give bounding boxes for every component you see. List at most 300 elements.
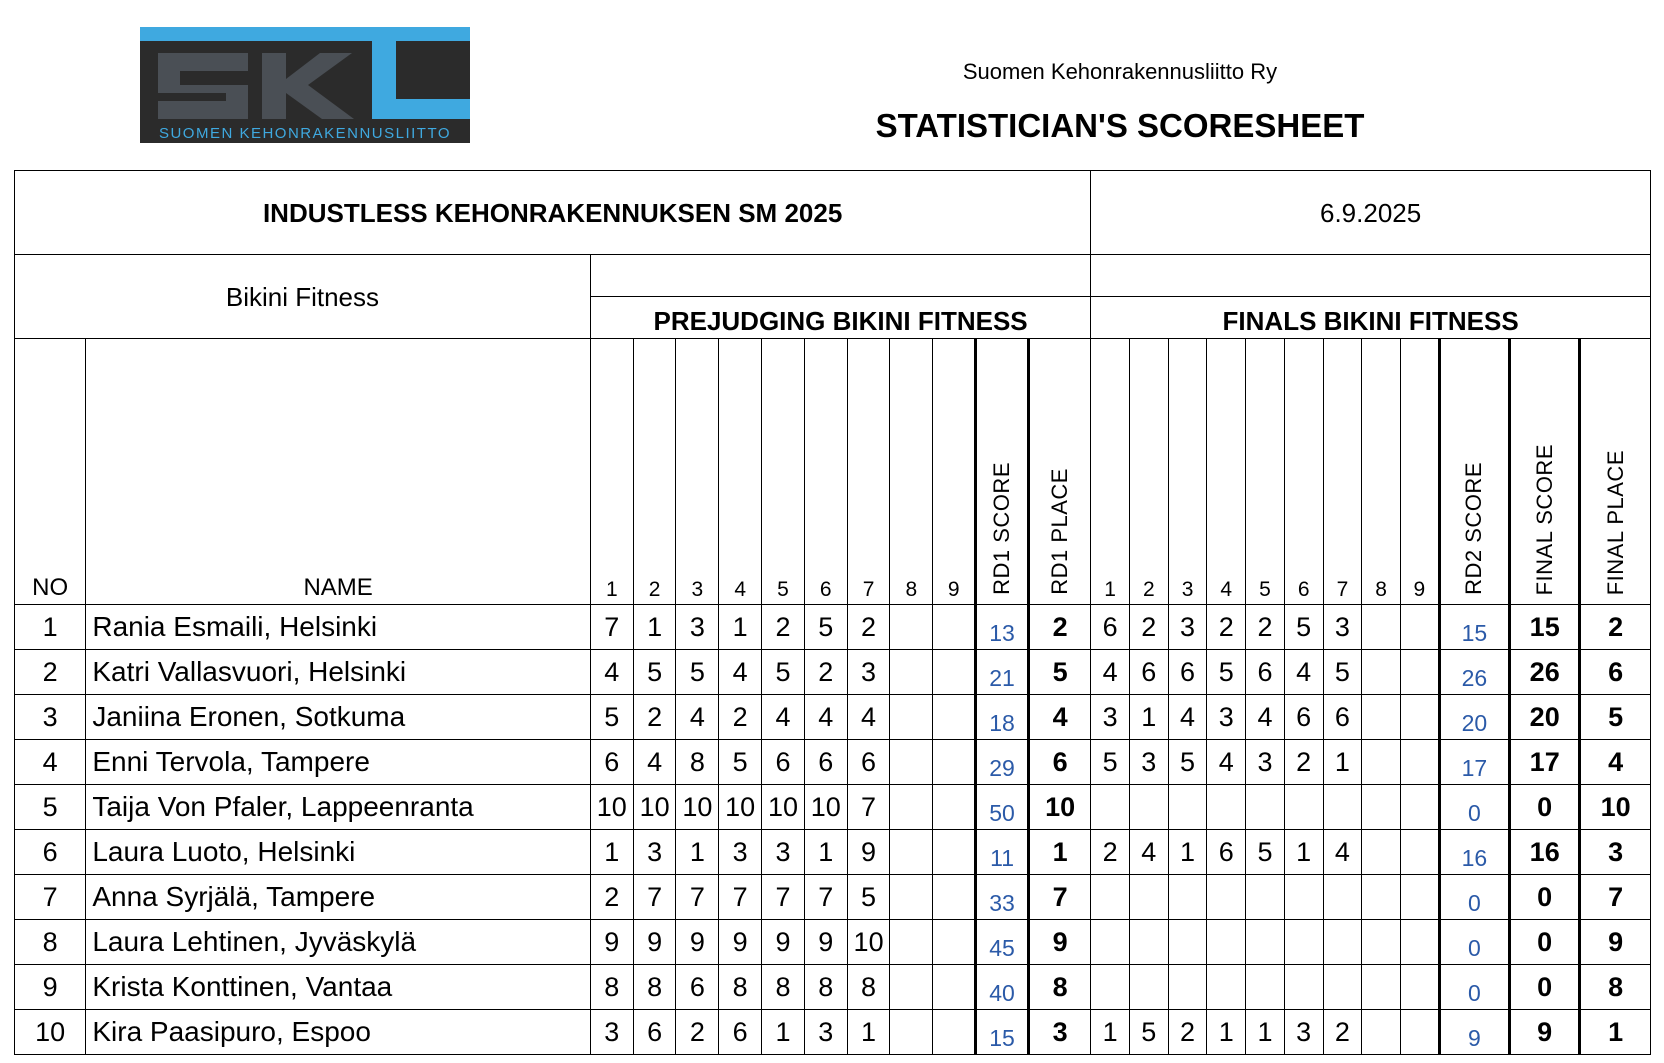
finals-judge-5-placing: 3 — [1246, 740, 1285, 785]
rd1-place: 1 — [1029, 830, 1091, 875]
finals-judge-6-placing — [1284, 965, 1323, 1010]
finals-judge-2-placing: 6 — [1129, 650, 1168, 695]
competition-date: 6.9.2025 — [1091, 171, 1651, 255]
finals-judge-7-placing: 2 — [1323, 1010, 1362, 1055]
prejudging-judge-2-placing: 3 — [633, 830, 676, 875]
prejudging-judge-8-placing — [890, 1010, 933, 1055]
rd1-score: 50 — [976, 785, 1029, 830]
final-place: 9 — [1580, 920, 1651, 965]
prejudging-judge-6-placing: 9 — [804, 920, 847, 965]
rd2-score: 26 — [1439, 650, 1509, 695]
prejudging-judge-7-placing: 4 — [847, 695, 890, 740]
prejudging-judge-2-placing: 4 — [633, 740, 676, 785]
finals-judge-9-placing — [1400, 965, 1439, 1010]
finals-judge-1-placing: 5 — [1091, 740, 1130, 785]
finals-judge-2-placing — [1129, 965, 1168, 1010]
no-column-header: NO — [15, 339, 86, 605]
rd1-score-header-label: RD1 SCORE — [989, 462, 1015, 595]
final-score-header-label: FINAL SCORE — [1531, 443, 1557, 595]
prejudging-judge-5-placing: 6 — [762, 740, 805, 785]
table-row — [15, 875, 1651, 920]
prejudging-judge-6-placing: 10 — [804, 785, 847, 830]
finals-judge-5-placing — [1246, 785, 1285, 830]
prejudging-judge-7-placing: 6 — [847, 740, 890, 785]
pre-judge-8-header: 8 — [890, 339, 933, 605]
competitor-name: Taija Von Pfaler, Lappeenranta — [86, 785, 591, 830]
rd1-score: 45 — [976, 920, 1029, 965]
final-score: 0 — [1510, 920, 1580, 965]
finals-judge-8-placing — [1362, 965, 1401, 1010]
finals-judge-4-placing: 5 — [1207, 650, 1246, 695]
fin-judge-4-header: 4 — [1207, 339, 1246, 605]
finals-judge-5-placing — [1246, 875, 1285, 920]
finals-judge-8-placing — [1362, 650, 1401, 695]
rd1-score: 15 — [976, 1010, 1029, 1055]
final-score-header — [1510, 339, 1580, 605]
finals-judge-1-placing — [1091, 785, 1130, 830]
prejudging-judge-5-placing: 7 — [762, 875, 805, 920]
prejudging-judge-7-placing: 3 — [847, 650, 890, 695]
fin-judge-1-header: 1 — [1091, 339, 1130, 605]
final-place: 2 — [1580, 605, 1651, 650]
prejudging-judge-3-placing: 7 — [676, 875, 719, 920]
scoresheet-table — [14, 170, 1651, 1055]
skl-logo — [140, 27, 470, 143]
finals-judge-3-placing: 1 — [1168, 830, 1207, 875]
finals-judge-1-placing: 2 — [1091, 830, 1130, 875]
prejudging-judge-5-placing: 9 — [762, 920, 805, 965]
prejudging-judge-3-placing: 6 — [676, 965, 719, 1010]
row-number: 1 — [15, 605, 86, 650]
prejudging-judge-3-placing: 5 — [676, 650, 719, 695]
table-row — [15, 920, 1651, 965]
finals-judge-3-placing — [1168, 875, 1207, 920]
final-score: 15 — [1510, 605, 1580, 650]
finals-judge-6-placing — [1284, 875, 1323, 920]
final-score: 0 — [1510, 875, 1580, 920]
prejudging-judge-3-placing: 3 — [676, 605, 719, 650]
prejudging-blank-cell — [590, 255, 1090, 297]
finals-judge-9-placing — [1400, 1010, 1439, 1055]
rd1-score: 40 — [976, 965, 1029, 1010]
finals-judge-4-placing — [1207, 965, 1246, 1010]
final-score: 17 — [1510, 740, 1580, 785]
prejudging-judge-5-placing: 2 — [762, 605, 805, 650]
competitor-name: Laura Luoto, Helsinki — [86, 830, 591, 875]
rd1-place: 3 — [1029, 1010, 1091, 1055]
prejudging-judge-8-placing — [890, 920, 933, 965]
prejudging-judge-5-placing: 5 — [762, 650, 805, 695]
finals-judge-4-placing: 1 — [1207, 1010, 1246, 1055]
finals-judge-3-placing — [1168, 920, 1207, 965]
prejudging-judge-1-placing: 10 — [590, 785, 633, 830]
competitor-name: Enni Tervola, Tampere — [86, 740, 591, 785]
finals-judge-4-placing — [1207, 875, 1246, 920]
fin-judge-6-header: 6 — [1284, 339, 1323, 605]
competitor-name: Kira Paasipuro, Espoo — [86, 1010, 591, 1055]
prejudging-judge-8-placing — [890, 650, 933, 695]
prejudging-judge-7-placing: 2 — [847, 605, 890, 650]
finals-judge-6-placing: 2 — [1284, 740, 1323, 785]
finals-judge-4-placing: 2 — [1207, 605, 1246, 650]
final-place: 6 — [1580, 650, 1651, 695]
prejudging-judge-2-placing: 5 — [633, 650, 676, 695]
prejudging-judge-4-placing: 8 — [719, 965, 762, 1010]
table-row — [15, 830, 1651, 875]
rd1-score-header — [976, 339, 1029, 605]
logo-subtext: SUOMEN KEHONRAKENNUSLIITTO — [158, 125, 452, 142]
competitor-name: Anna Syrjälä, Tampere — [86, 875, 591, 920]
final-place: 8 — [1580, 965, 1651, 1010]
prejudging-judge-7-placing: 8 — [847, 965, 890, 1010]
finals-judge-2-placing: 3 — [1129, 740, 1168, 785]
finals-judge-7-placing — [1323, 920, 1362, 965]
prejudging-judge-9-placing — [933, 785, 976, 830]
finals-judge-6-placing: 6 — [1284, 695, 1323, 740]
pre-judge-9-header: 9 — [933, 339, 976, 605]
rd1-place: 2 — [1029, 605, 1091, 650]
prejudging-judge-8-placing — [890, 875, 933, 920]
finals-judge-6-placing: 5 — [1284, 605, 1323, 650]
prejudging-judge-4-placing: 9 — [719, 920, 762, 965]
fin-judge-7-header: 7 — [1323, 339, 1362, 605]
rd2-score: 0 — [1439, 785, 1509, 830]
finals-section-label: FINALS BIKINI FITNESS — [1091, 297, 1651, 339]
finals-judge-2-placing: 1 — [1129, 695, 1168, 740]
finals-judge-1-placing — [1091, 875, 1130, 920]
final-place: 3 — [1580, 830, 1651, 875]
document-title: STATISTICIAN'S SCORESHEET — [875, 107, 1365, 144]
prejudging-judge-7-placing: 5 — [847, 875, 890, 920]
final-score: 16 — [1510, 830, 1580, 875]
prejudging-judge-2-placing: 1 — [633, 605, 676, 650]
prejudging-judge-1-placing: 7 — [590, 605, 633, 650]
prejudging-judge-6-placing: 1 — [804, 830, 847, 875]
finals-judge-4-placing: 6 — [1207, 830, 1246, 875]
finals-judge-8-placing — [1362, 875, 1401, 920]
prejudging-judge-8-placing — [890, 785, 933, 830]
table-row — [15, 695, 1651, 740]
finals-judge-6-placing — [1284, 785, 1323, 830]
table-row — [15, 965, 1651, 1010]
finals-judge-6-placing — [1284, 920, 1323, 965]
final-place: 7 — [1580, 875, 1651, 920]
table-row — [15, 650, 1651, 695]
prejudging-judge-9-placing — [933, 920, 976, 965]
finals-judge-5-placing: 6 — [1246, 650, 1285, 695]
prejudging-judge-4-placing: 2 — [719, 695, 762, 740]
prejudging-judge-8-placing — [890, 965, 933, 1010]
row-number: 9 — [15, 965, 86, 1010]
finals-judge-9-placing — [1400, 830, 1439, 875]
final-place: 5 — [1580, 695, 1651, 740]
row-number: 2 — [15, 650, 86, 695]
prejudging-judge-5-placing: 3 — [762, 830, 805, 875]
finals-judge-8-placing — [1362, 605, 1401, 650]
finals-judge-2-placing: 4 — [1129, 830, 1168, 875]
prejudging-judge-1-placing: 4 — [590, 650, 633, 695]
finals-judge-3-placing: 6 — [1168, 650, 1207, 695]
prejudging-judge-6-placing: 6 — [804, 740, 847, 785]
competitor-name: Rania Esmaili, Helsinki — [86, 605, 591, 650]
prejudging-judge-6-placing: 7 — [804, 875, 847, 920]
prejudging-judge-4-placing: 4 — [719, 650, 762, 695]
finals-judge-1-placing — [1091, 965, 1130, 1010]
row-number: 8 — [15, 920, 86, 965]
pre-judge-6-header: 6 — [804, 339, 847, 605]
pre-judge-7-header: 7 — [847, 339, 890, 605]
finals-judge-2-placing: 2 — [1129, 605, 1168, 650]
prejudging-judge-3-placing: 2 — [676, 1010, 719, 1055]
prejudging-judge-2-placing: 10 — [633, 785, 676, 830]
finals-judge-2-placing — [1129, 875, 1168, 920]
prejudging-judge-4-placing: 3 — [719, 830, 762, 875]
finals-judge-3-placing: 3 — [1168, 605, 1207, 650]
rd1-score: 18 — [976, 695, 1029, 740]
rd2-score: 0 — [1439, 965, 1509, 1010]
finals-judge-2-placing: 5 — [1129, 1010, 1168, 1055]
pre-judge-4-header: 4 — [719, 339, 762, 605]
rd2-score-header — [1439, 339, 1509, 605]
row-number: 10 — [15, 1010, 86, 1055]
row-number: 7 — [15, 875, 86, 920]
prejudging-judge-1-placing: 9 — [590, 920, 633, 965]
category-name: Bikini Fitness — [15, 255, 591, 339]
pre-judge-3-header: 3 — [676, 339, 719, 605]
prejudging-judge-3-placing: 10 — [676, 785, 719, 830]
prejudging-judge-4-placing: 6 — [719, 1010, 762, 1055]
prejudging-judge-4-placing: 1 — [719, 605, 762, 650]
finals-judge-8-placing — [1362, 740, 1401, 785]
finals-judge-9-placing — [1400, 650, 1439, 695]
finals-judge-7-placing — [1323, 875, 1362, 920]
prejudging-judge-6-placing: 3 — [804, 1010, 847, 1055]
finals-judge-9-placing — [1400, 920, 1439, 965]
rd1-place-header-label: RD1 PLACE — [1047, 468, 1073, 595]
finals-judge-6-placing: 3 — [1284, 1010, 1323, 1055]
prejudging-judge-9-placing — [933, 740, 976, 785]
final-score: 0 — [1510, 785, 1580, 830]
finals-judge-4-placing: 3 — [1207, 695, 1246, 740]
finals-judge-6-placing: 1 — [1284, 830, 1323, 875]
finals-judge-9-placing — [1400, 785, 1439, 830]
prejudging-judge-6-placing: 4 — [804, 695, 847, 740]
fin-judge-3-header: 3 — [1168, 339, 1207, 605]
finals-judge-8-placing — [1362, 1010, 1401, 1055]
rd2-score: 15 — [1439, 605, 1509, 650]
finals-judge-8-placing — [1362, 830, 1401, 875]
finals-judge-6-placing: 4 — [1284, 650, 1323, 695]
row-number: 3 — [15, 695, 86, 740]
prejudging-judge-2-placing: 2 — [633, 695, 676, 740]
prejudging-judge-3-placing: 9 — [676, 920, 719, 965]
finals-judge-7-placing: 3 — [1323, 605, 1362, 650]
finals-judge-2-placing — [1129, 920, 1168, 965]
prejudging-judge-9-placing — [933, 605, 976, 650]
prejudging-judge-1-placing: 2 — [590, 875, 633, 920]
name-column-header: NAME — [86, 339, 591, 605]
table-row — [15, 740, 1651, 785]
rd1-score: 13 — [976, 605, 1029, 650]
prejudging-judge-4-placing: 10 — [719, 785, 762, 830]
final-place: 1 — [1580, 1010, 1651, 1055]
finals-judge-1-placing: 3 — [1091, 695, 1130, 740]
row-number: 6 — [15, 830, 86, 875]
final-place-header-label: FINAL PLACE — [1602, 449, 1628, 595]
competitor-name: Katri Vallasvuori, Helsinki — [86, 650, 591, 695]
prejudging-judge-9-placing — [933, 650, 976, 695]
competitor-name: Janiina Eronen, Sotkuma — [86, 695, 591, 740]
table-row — [15, 1010, 1651, 1055]
prejudging-section-label: PREJUDGING BIKINI FITNESS — [590, 297, 1090, 339]
finals-judge-5-placing: 1 — [1246, 1010, 1285, 1055]
finals-judge-5-placing: 4 — [1246, 695, 1285, 740]
rd1-place-header — [1029, 339, 1091, 605]
prejudging-judge-8-placing — [890, 605, 933, 650]
organization-name: Suomen Kehonrakennusliitto Ry — [962, 59, 1278, 84]
rd1-score: 11 — [976, 830, 1029, 875]
rd2-score: 16 — [1439, 830, 1509, 875]
prejudging-judge-6-placing: 2 — [804, 650, 847, 695]
finals-blank-cell — [1091, 255, 1651, 297]
prejudging-judge-7-placing: 9 — [847, 830, 890, 875]
finals-judge-9-placing — [1400, 740, 1439, 785]
finals-judge-9-placing — [1400, 875, 1439, 920]
finals-judge-1-placing: 6 — [1091, 605, 1130, 650]
finals-judge-7-placing — [1323, 785, 1362, 830]
rd1-place: 4 — [1029, 695, 1091, 740]
finals-judge-3-placing — [1168, 965, 1207, 1010]
fin-judge-2-header: 2 — [1129, 339, 1168, 605]
rd1-score: 33 — [976, 875, 1029, 920]
prejudging-judge-8-placing — [890, 695, 933, 740]
finals-judge-5-placing — [1246, 965, 1285, 1010]
finals-judge-3-placing: 5 — [1168, 740, 1207, 785]
prejudging-judge-1-placing: 5 — [590, 695, 633, 740]
final-place: 4 — [1580, 740, 1651, 785]
finals-judge-5-placing: 2 — [1246, 605, 1285, 650]
finals-judge-9-placing — [1400, 695, 1439, 740]
prejudging-judge-9-placing — [933, 1010, 976, 1055]
finals-judge-3-placing — [1168, 785, 1207, 830]
finals-judge-7-placing: 5 — [1323, 650, 1362, 695]
prejudging-judge-9-placing — [933, 695, 976, 740]
rd2-score: 0 — [1439, 920, 1509, 965]
pre-judge-2-header: 2 — [633, 339, 676, 605]
fin-judge-8-header: 8 — [1362, 339, 1401, 605]
finals-judge-7-placing: 4 — [1323, 830, 1362, 875]
rd1-score: 21 — [976, 650, 1029, 695]
final-score: 20 — [1510, 695, 1580, 740]
prejudging-judge-5-placing: 1 — [762, 1010, 805, 1055]
competition-title: INDUSTLESS KEHONRAKENNUKSEN SM 2025 — [15, 171, 1091, 255]
rd1-place: 10 — [1029, 785, 1091, 830]
finals-judge-5-placing — [1246, 920, 1285, 965]
rd1-place: 8 — [1029, 965, 1091, 1010]
pre-judge-1-header: 1 — [590, 339, 633, 605]
row-number: 4 — [15, 740, 86, 785]
prejudging-judge-1-placing: 6 — [590, 740, 633, 785]
rd2-score: 17 — [1439, 740, 1509, 785]
column-header-row — [15, 339, 1651, 605]
rd1-place: 5 — [1029, 650, 1091, 695]
finals-judge-9-placing — [1400, 605, 1439, 650]
table-row — [15, 605, 1651, 650]
prejudging-judge-7-placing: 7 — [847, 785, 890, 830]
prejudging-judge-2-placing: 9 — [633, 920, 676, 965]
rd1-place: 9 — [1029, 920, 1091, 965]
finals-judge-8-placing — [1362, 695, 1401, 740]
prejudging-judge-6-placing: 8 — [804, 965, 847, 1010]
final-score: 0 — [1510, 965, 1580, 1010]
rd2-score: 20 — [1439, 695, 1509, 740]
prejudging-judge-5-placing: 8 — [762, 965, 805, 1010]
final-score: 26 — [1510, 650, 1580, 695]
prejudging-judge-8-placing — [890, 740, 933, 785]
finals-judge-8-placing — [1362, 785, 1401, 830]
prejudging-judge-8-placing — [890, 830, 933, 875]
prejudging-judge-1-placing: 1 — [590, 830, 633, 875]
competitor-name: Laura Lehtinen, Jyväskylä — [86, 920, 591, 965]
rd1-place: 6 — [1029, 740, 1091, 785]
prejudging-judge-2-placing: 7 — [633, 875, 676, 920]
final-score: 9 — [1510, 1010, 1580, 1055]
final-place: 10 — [1580, 785, 1651, 830]
prejudging-judge-6-placing: 5 — [804, 605, 847, 650]
prejudging-judge-2-placing: 8 — [633, 965, 676, 1010]
prejudging-judge-3-placing: 8 — [676, 740, 719, 785]
prejudging-judge-3-placing: 4 — [676, 695, 719, 740]
rd1-score: 29 — [976, 740, 1029, 785]
prejudging-judge-4-placing: 7 — [719, 875, 762, 920]
table-row — [15, 785, 1651, 830]
finals-judge-8-placing — [1362, 920, 1401, 965]
finals-judge-7-placing: 1 — [1323, 740, 1362, 785]
finals-judge-1-placing — [1091, 920, 1130, 965]
final-place-header — [1580, 339, 1651, 605]
prejudging-judge-2-placing: 6 — [633, 1010, 676, 1055]
row-number: 5 — [15, 785, 86, 830]
fin-judge-5-header: 5 — [1246, 339, 1285, 605]
finals-judge-1-placing: 1 — [1091, 1010, 1130, 1055]
finals-judge-4-placing — [1207, 920, 1246, 965]
rd2-score: 9 — [1439, 1010, 1509, 1055]
rd1-place: 7 — [1029, 875, 1091, 920]
finals-judge-4-placing: 4 — [1207, 740, 1246, 785]
finals-judge-1-placing: 4 — [1091, 650, 1130, 695]
finals-judge-5-placing: 5 — [1246, 830, 1285, 875]
rd2-score: 0 — [1439, 875, 1509, 920]
finals-judge-7-placing: 6 — [1323, 695, 1362, 740]
prejudging-judge-5-placing: 4 — [762, 695, 805, 740]
prejudging-judge-7-placing: 10 — [847, 920, 890, 965]
finals-judge-4-placing — [1207, 785, 1246, 830]
prejudging-judge-7-placing: 1 — [847, 1010, 890, 1055]
prejudging-judge-1-placing: 3 — [590, 1010, 633, 1055]
prejudging-judge-9-placing — [933, 875, 976, 920]
finals-judge-7-placing — [1323, 965, 1362, 1010]
finals-judge-3-placing: 2 — [1168, 1010, 1207, 1055]
finals-judge-3-placing: 4 — [1168, 695, 1207, 740]
prejudging-judge-1-placing: 8 — [590, 965, 633, 1010]
fin-judge-9-header: 9 — [1400, 339, 1439, 605]
prejudging-judge-9-placing — [933, 830, 976, 875]
pre-judge-5-header: 5 — [762, 339, 805, 605]
finals-judge-2-placing — [1129, 785, 1168, 830]
prejudging-judge-3-placing: 1 — [676, 830, 719, 875]
rd2-score-header-label: RD2 SCORE — [1461, 462, 1487, 595]
prejudging-judge-5-placing: 10 — [762, 785, 805, 830]
